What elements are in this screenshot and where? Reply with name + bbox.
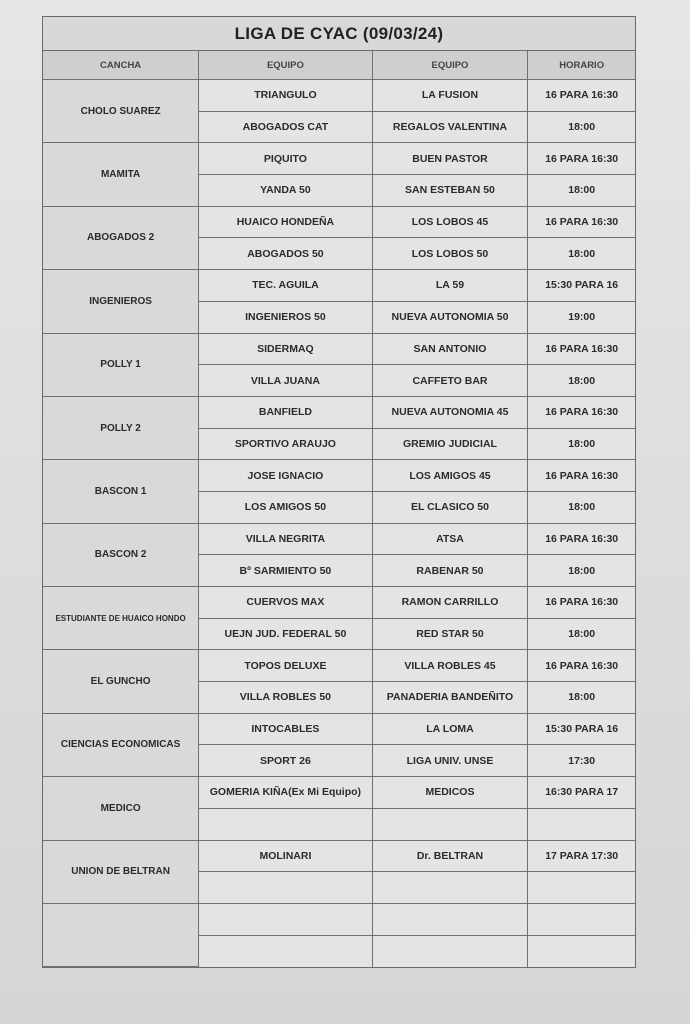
cancha-cell: CHOLO SUAREZ <box>43 80 199 143</box>
header-horario: HORARIO <box>528 51 635 80</box>
horario-cell: 16:30 PARA 17 <box>528 777 635 809</box>
equipo-visitante-cell: NUEVA AUTONOMIA 50 <box>372 301 528 333</box>
cancha-cell: BASCON 1 <box>43 460 199 523</box>
cancha-cell: MAMITA <box>43 143 199 206</box>
table-row <box>43 713 635 745</box>
header-cancha: CANCHA <box>43 51 199 80</box>
equipo-visitante-cell: LOS LOBOS 45 <box>372 206 528 238</box>
equipo-local-cell: HUAICO HONDEÑA <box>199 206 372 238</box>
horario-cell: 18:00 <box>528 682 635 714</box>
horario-cell <box>528 872 635 904</box>
horario-cell: 16 PARA 16:30 <box>528 650 635 682</box>
equipo-local-cell: UEJN JUD. FEDERAL 50 <box>199 618 372 650</box>
fixture-table <box>43 51 635 967</box>
horario-cell: 18:00 <box>528 238 635 270</box>
equipo-local-cell: VILLA ROBLES 50 <box>199 682 372 714</box>
table-row <box>43 587 635 619</box>
equipo-local-cell <box>199 935 372 966</box>
horario-cell: 16 PARA 16:30 <box>528 396 635 428</box>
equipo-local-cell: PIQUITO <box>199 143 372 175</box>
equipo-visitante-cell: MEDICOS <box>372 777 528 809</box>
table-row <box>43 270 635 302</box>
equipo-visitante-cell: PANADERIA BANDEÑITO <box>372 682 528 714</box>
equipo-local-cell: ABOGADOS 50 <box>199 238 372 270</box>
equipo-local-cell: JOSE IGNACIO <box>199 460 372 492</box>
horario-cell: 16 PARA 16:30 <box>528 587 635 619</box>
horario-cell: 15:30 PARA 16 <box>528 713 635 745</box>
horario-cell: 16 PARA 16:30 <box>528 143 635 175</box>
horario-cell: 19:00 <box>528 301 635 333</box>
horario-cell: 16 PARA 16:30 <box>528 333 635 365</box>
equipo-local-cell: LOS AMIGOS 50 <box>199 491 372 523</box>
equipo-local-cell: SPORT 26 <box>199 745 372 777</box>
header-equipo-local: EQUIPO <box>199 51 372 80</box>
table-row <box>43 777 635 809</box>
fixture-body <box>43 80 635 967</box>
equipo-visitante-cell: BUEN PASTOR <box>372 143 528 175</box>
equipo-local-cell: SPORTIVO ARAUJO <box>199 428 372 460</box>
horario-cell <box>528 808 635 840</box>
equipo-visitante-cell: Dr. BELTRAN <box>372 840 528 872</box>
equipo-visitante-cell: RAMON CARRILLO <box>372 587 528 619</box>
table-row <box>43 460 635 492</box>
horario-cell: 18:00 <box>528 175 635 207</box>
table-row <box>43 80 635 112</box>
cancha-cell: ESTUDIANTE DE HUAICO HONDO <box>43 587 199 650</box>
horario-cell: 17 PARA 17:30 <box>528 840 635 872</box>
equipo-local-cell: SIDERMAQ <box>199 333 372 365</box>
horario-cell: 16 PARA 16:30 <box>528 523 635 555</box>
horario-cell: 18:00 <box>528 428 635 460</box>
equipo-visitante-cell <box>372 935 528 966</box>
equipo-local-cell <box>199 872 372 904</box>
table-header-row <box>43 51 635 80</box>
horario-cell <box>528 935 635 966</box>
equipo-local-cell: TRIANGULO <box>199 80 372 112</box>
equipo-visitante-cell: LOS LOBOS 50 <box>372 238 528 270</box>
horario-cell <box>528 903 635 935</box>
equipo-local-cell: INTOCABLES <box>199 713 372 745</box>
equipo-visitante-cell: ATSA <box>372 523 528 555</box>
equipo-local-cell: VILLA NEGRITA <box>199 523 372 555</box>
equipo-visitante-cell: LIGA UNIV. UNSE <box>372 745 528 777</box>
table-row <box>43 396 635 428</box>
sheet-title: LIGA DE CYAC (09/03/24) <box>43 17 635 51</box>
equipo-visitante-cell: REGALOS VALENTINA <box>372 111 528 143</box>
equipo-visitante-cell: CAFFETO BAR <box>372 365 528 397</box>
equipo-local-cell: TOPOS DELUXE <box>199 650 372 682</box>
cancha-cell: MEDICO <box>43 777 199 840</box>
table-row <box>43 650 635 682</box>
cancha-cell: UNION DE BELTRAN <box>43 840 199 903</box>
cancha-cell: BASCON 2 <box>43 523 199 586</box>
equipo-visitante-cell: VILLA ROBLES 45 <box>372 650 528 682</box>
equipo-local-cell: MOLINARI <box>199 840 372 872</box>
table-row <box>43 903 635 935</box>
equipo-local-cell: ABOGADOS CAT <box>199 111 372 143</box>
equipo-local-cell: VILLA JUANA <box>199 365 372 397</box>
horario-cell: 15:30 PARA 16 <box>528 270 635 302</box>
equipo-visitante-cell: GREMIO JUDICIAL <box>372 428 528 460</box>
equipo-visitante-cell: LOS AMIGOS 45 <box>372 460 528 492</box>
equipo-visitante-cell: NUEVA AUTONOMIA 45 <box>372 396 528 428</box>
cancha-cell: EL GUNCHO <box>43 650 199 713</box>
equipo-local-cell: TEC. AGUILA <box>199 270 372 302</box>
equipo-visitante-cell: LA 59 <box>372 270 528 302</box>
table-row <box>43 333 635 365</box>
equipo-visitante-cell <box>372 872 528 904</box>
horario-cell: 17:30 <box>528 745 635 777</box>
horario-cell: 16 PARA 16:30 <box>528 460 635 492</box>
table-row <box>43 523 635 555</box>
equipo-visitante-cell: SAN ANTONIO <box>372 333 528 365</box>
cancha-cell <box>43 903 199 966</box>
horario-cell: 18:00 <box>528 111 635 143</box>
equipo-local-cell: INGENIEROS 50 <box>199 301 372 333</box>
equipo-local-cell: YANDA 50 <box>199 175 372 207</box>
cancha-cell: CIENCIAS ECONOMICAS <box>43 713 199 776</box>
horario-cell: 18:00 <box>528 555 635 587</box>
equipo-local-cell: Bº SARMIENTO 50 <box>199 555 372 587</box>
equipo-visitante-cell: LA LOMA <box>372 713 528 745</box>
equipo-local-cell: GOMERIA KIÑA(Ex Mi Equipo) <box>199 777 372 809</box>
horario-cell: 18:00 <box>528 491 635 523</box>
table-row <box>43 206 635 238</box>
horario-cell: 18:00 <box>528 618 635 650</box>
cancha-cell: POLLY 2 <box>43 396 199 459</box>
cancha-cell: INGENIEROS <box>43 270 199 333</box>
equipo-visitante-cell <box>372 903 528 935</box>
cancha-cell: ABOGADOS 2 <box>43 206 199 269</box>
fixture-sheet <box>42 16 636 968</box>
equipo-visitante-cell <box>372 808 528 840</box>
equipo-visitante-cell: RABENAR 50 <box>372 555 528 587</box>
equipo-visitante-cell: RED STAR 50 <box>372 618 528 650</box>
cancha-cell: POLLY 1 <box>43 333 199 396</box>
table-row <box>43 143 635 175</box>
equipo-visitante-cell: SAN ESTEBAN 50 <box>372 175 528 207</box>
table-row <box>43 840 635 872</box>
equipo-visitante-cell: EL CLASICO 50 <box>372 491 528 523</box>
equipo-local-cell <box>199 808 372 840</box>
equipo-local-cell <box>199 903 372 935</box>
equipo-visitante-cell: LA FUSION <box>372 80 528 112</box>
equipo-local-cell: CUERVOS MAX <box>199 587 372 619</box>
horario-cell: 16 PARA 16:30 <box>528 80 635 112</box>
equipo-local-cell: BANFIELD <box>199 396 372 428</box>
horario-cell: 16 PARA 16:30 <box>528 206 635 238</box>
horario-cell: 18:00 <box>528 365 635 397</box>
header-equipo-visitante: EQUIPO <box>372 51 528 80</box>
